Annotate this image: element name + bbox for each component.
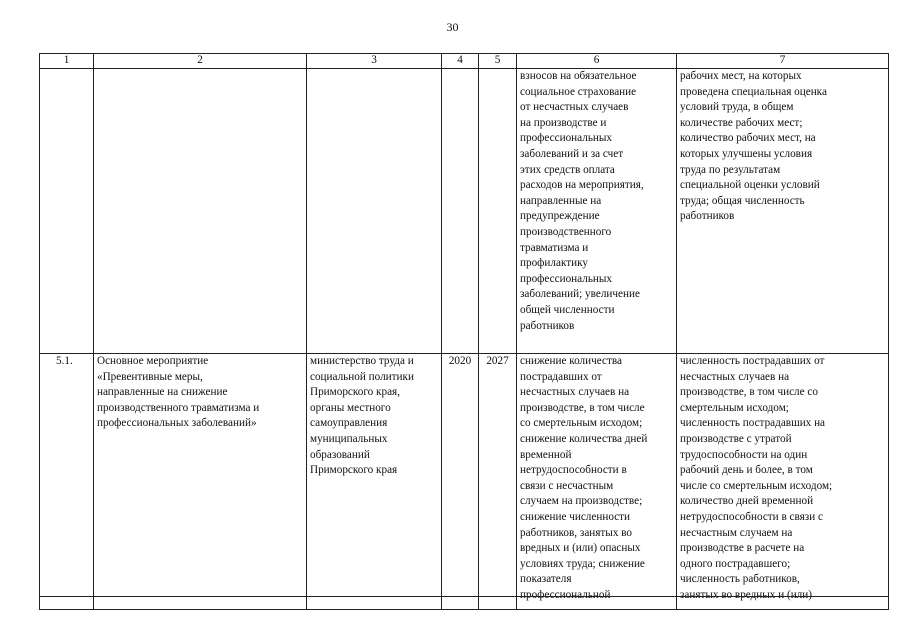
column-header-4: 4 — [442, 54, 479, 69]
table-bottom-border — [39, 596, 888, 597]
column-header-1: 1 — [40, 54, 94, 69]
cell-indicators: рабочих мест, на которых проведена специальная оценка условий труда, в общем количестве рабочих мест; количество рабочих мест, на которых улучшены условия труда по результатам специальной оценки условий труда; общая численность работников — [677, 69, 889, 354]
program-activities-table — [39, 53, 889, 610]
cell-indicators: численность пострадавших от несчастных случаев на производстве, в том числе со смертельным исходом; численность пострадавших на производстве с утратой трудоспособности на один рабочий день и более, в том числе со смертельным исходом; количество дней временной нетрудоспособности в связи с несчастным случаем на производстве в расчете на одного пострадавшего; численность работников, занятых во вредных и (или) — [677, 354, 889, 610]
column-header-6: 6 — [517, 54, 677, 69]
column-header-2: 2 — [94, 54, 307, 69]
table-row-continuation — [40, 69, 889, 354]
cell-number: 5.1. — [40, 354, 94, 610]
cell-activity-name: Основное мероприятие «Превентивные меры, направленные на снижение производственного травматизма и профессиональных заболеваний» — [94, 354, 307, 610]
column-header-5: 5 — [479, 54, 517, 69]
page-number: 30 — [446, 20, 459, 34]
cell-start-year — [442, 69, 479, 354]
cell-end-year: 2027 — [479, 354, 517, 610]
cell-responsible-executor: министерство труда и социальной политики Приморского края, органы местного самоуправления муниципальных образований Приморского края — [307, 354, 442, 610]
cell-activity-name — [94, 69, 307, 354]
cell-start-year: 2020 — [442, 354, 479, 610]
cell-expected-result: снижение количества пострадавших от несчастных случаев на производстве, в том числе со смертельным исходом; снижение количества дней временной нетрудоспособности в связи с несчастным случаем на производстве; снижение численности работников, занятых во вредных и (или) опасных условиях труда; снижение показателя профессиональной — [517, 354, 677, 610]
cell-number — [40, 69, 94, 354]
column-number-header-row — [40, 54, 889, 69]
table-row-5-1 — [40, 354, 889, 610]
cell-expected-result: взносов на обязательное социальное страхование от несчастных случаев на производстве и профессиональных заболеваний и за счет этих средств оплата расходов на мероприятия, направленные на предупреждение производственного травматизма и профилактику профессиональных заболеваний; увеличение общей численности работников — [517, 69, 677, 354]
cell-responsible-executor — [307, 69, 442, 354]
column-header-7: 7 — [677, 54, 889, 69]
cell-end-year — [479, 69, 517, 354]
column-header-3: 3 — [307, 54, 442, 69]
